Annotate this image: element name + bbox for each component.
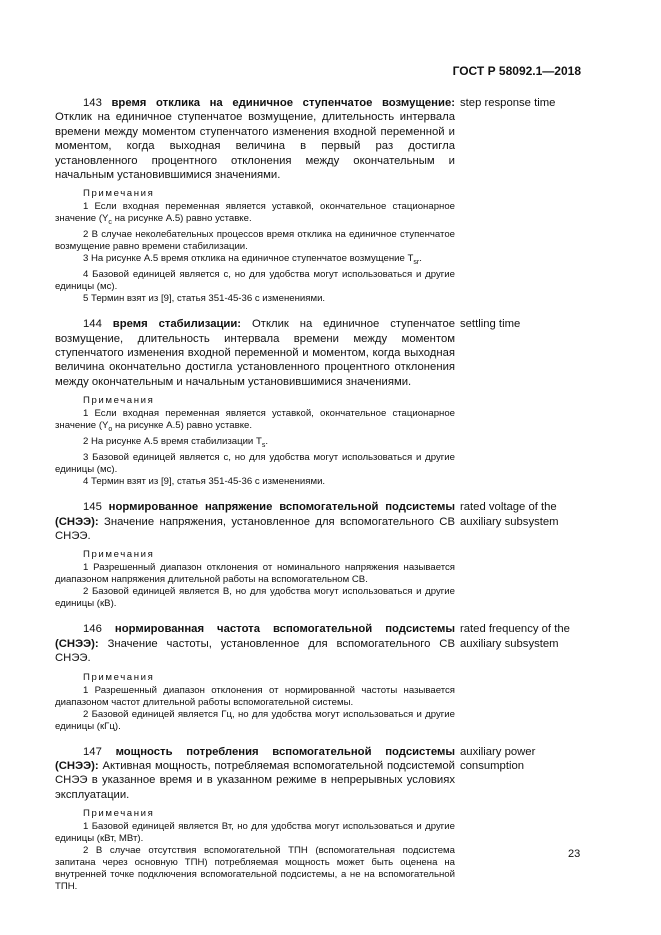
- entry-number: 145: [83, 501, 102, 514]
- entry-term: нормированное напряжение вспомогательной подсистемы (СНЭЭ):: [55, 501, 455, 528]
- english-term: rated frequency of the auxiliary subsystem: [460, 623, 570, 650]
- note: 2 В случае отсутствия вспомогательной ТПН (вспомогательная подсистема запитана через основную ТПН) потребляемая мощность может быть оценена на внутренней точке подключения вспомогательной подсистемы, а не на вспомогательной ТПН.: [55, 845, 455, 893]
- entry-146: [55, 622, 570, 732]
- document-code: ГОСТ Р 58092.1—2018: [452, 64, 581, 78]
- note: 1 Если входная переменная является уставкой, окончательное стационарное значение ($Y_c$ на рисунке А.5) равно уставке.: [55, 201, 455, 227]
- entry-definition: Отклик на единичное ступенчатое возмущение, длительность интервала времени между моментом ступенчатого изменения входной переменной и моментом, когда выходная величина окончательно достигла установленного процентного отклонения между окончательным и начальным установившимися значениями.: [55, 318, 456, 388]
- note: 4 Термин взят из [9], статья 351-45-36 с изменениями.: [83, 476, 326, 488]
- notes-heading: Примечания: [83, 549, 155, 561]
- note: 2 Базовой единицей является В, но для удобства могут использоваться и другие единицы (кВ).: [55, 586, 455, 610]
- english-term: settling time: [460, 318, 521, 331]
- entry-body: [55, 622, 455, 665]
- entry-number: 143: [83, 97, 102, 109]
- entry-number: 146: [83, 623, 102, 636]
- entry-body: [55, 500, 455, 543]
- note: 1 Если входная переменная является уставкой, окончательное стационарное значение ($Y_o$ на рисунке А.5) равно уставке.: [55, 408, 455, 434]
- notes-heading: Примечания: [83, 671, 155, 683]
- entry-147: [55, 745, 536, 894]
- entry-body: [55, 745, 455, 803]
- english-term: rated voltage of the auxiliary subsystem: [460, 501, 559, 528]
- english-term: step response time: [460, 97, 556, 109]
- entry-143: [55, 96, 556, 305]
- entry-definition: Значение напряжения, установленное для вспомогательного СВ СНЭЭ.: [55, 515, 456, 542]
- note: 2 На рисунке А.5 время стабилизации $T_s$.: [83, 436, 268, 450]
- entry-definition: Активная мощность, потребляемая вспомогательной подсистемой СНЭЭ в указанное время и в указанном режиме в непрерывных условиях эксплуатации.: [55, 759, 455, 801]
- note: 1 Разрешенный диапазон отклонения от нормированной частоты называется диапазоном частот длительной работы вспомогательной системы.: [55, 684, 455, 708]
- note: 3 На рисунке А.5 время отклика на единичное ступенчатое возмущение $T_{sr}$.: [83, 253, 422, 267]
- notes-heading: Примечания: [83, 188, 155, 200]
- note: 1 Базовой единицей является Вт, но для удобства могут использоваться и другие единицы (кВт, МВт).: [55, 821, 455, 845]
- entry-number: 144: [83, 318, 102, 331]
- note: 2 Базовой единицей является Гц, но для удобства могут использоваться и другие единицы (кГц).: [55, 708, 455, 732]
- entry-definition: Значение частоты, установленное для вспомогательного СВ СНЭЭ.: [55, 637, 455, 665]
- note: 1 Разрешенный диапазон отклонения от номинального напряжения называется диапазоном напряжения длительной работы на вспомогательном СВ.: [55, 562, 455, 586]
- entry-144: [55, 317, 521, 488]
- note: 2 В случае неколебательных процессов время отклика на единичное ступенчатое возмущение равно времени стабилизации.: [55, 229, 455, 253]
- english-term: auxiliary power consumption: [460, 745, 536, 772]
- notes-heading: Примечания: [83, 808, 155, 820]
- entry-number: 147: [83, 745, 102, 758]
- entry-body: [55, 96, 455, 182]
- entry-body: [55, 317, 455, 389]
- entry-145: [55, 500, 559, 610]
- entry-term: время стабилизации:: [112, 318, 242, 331]
- entry-term: время отклика на единичное ступенчатое возмущение:: [111, 97, 455, 109]
- content: [55, 96, 570, 893]
- note: 4 Базовой единицей является с, но для удобства могут использоваться и другие единицы (мс).: [55, 269, 455, 293]
- entry-term: нормированная частота вспомогательной подсистемы (СНЭЭ):: [55, 623, 456, 650]
- note: 5 Термин взят из [9], статья 351-45-36 с изменениями.: [83, 293, 326, 305]
- note: 3 Базовой единицей является с, но для удобства могут использоваться и другие единицы (мс).: [55, 452, 455, 476]
- page-number: 23: [568, 848, 581, 860]
- entry-definition: Отклик на единичное ступенчатое возмущение, длительность интервала времени между моментом ступенчатого изменения входной переменной и моментом, когда выходная величина в первый раз достигла установленного процентного отклонения между окончательным и начальным установившимися значениями.: [55, 111, 455, 182]
- entry-term: мощность потребления вспомогательной подсистемы (СНЭЭ):: [55, 745, 455, 772]
- notes-heading: Примечания: [83, 395, 155, 407]
